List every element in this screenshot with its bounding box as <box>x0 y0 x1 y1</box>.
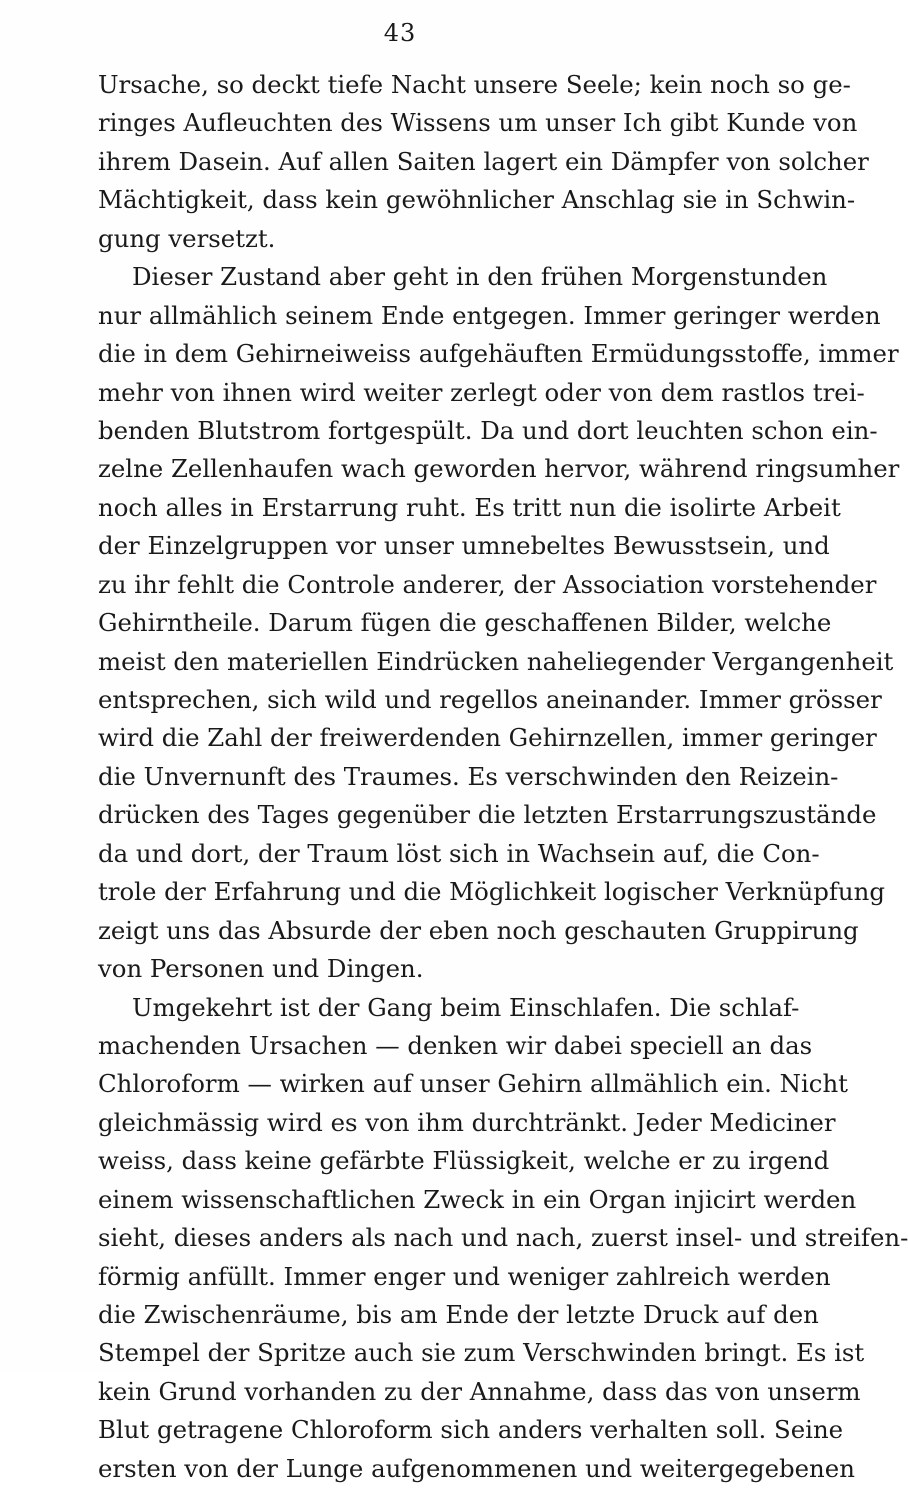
text-line: ihrem Dasein. Auf allen Saiten lagert ein Dämpfer von solcher <box>98 146 869 176</box>
text-line: ersten von der Lunge aufgenommenen und weitergegebenen <box>98 1453 855 1483</box>
text-line: meist den materiellen Eindrücken naheliegender Vergangenheit <box>98 646 894 676</box>
text-line: nur allmählich seinem Ende entgegen. Immer geringer werden <box>98 300 881 330</box>
text-line: drücken des Tages gegenüber die letzten Erstarrungszustände <box>98 800 877 830</box>
text-line: die Unvernunft des Traumes. Es verschwinden den Reizein- <box>98 761 839 791</box>
text-line: förmig anfüllt. Immer enger und weniger zahlreich werden <box>98 1261 831 1291</box>
text-line: noch alles in Erstarrung ruht. Es tritt nun die isolirte Arbeit <box>98 492 841 522</box>
text-line: trole der Erfahrung und die Möglichkeit logischer Verknüpfung <box>98 877 885 907</box>
text-line: zelne Zellenhaufen wach geworden hervor, während ringsumher <box>98 454 900 484</box>
text-line: der Einzelgruppen vor unser umnebeltes Bewusstsein, und <box>98 531 830 561</box>
text-line: Blut getragene Chloroform sich anders verhalten soll. Seine <box>98 1415 844 1445</box>
body-text <box>98 66 908 1488</box>
text-line: benden Blutstrom fortgespült. Da und dort leuchten schon ein- <box>98 415 878 445</box>
text-line: da und dort, der Traum löst sich in Wachsein auf, die Con- <box>98 838 820 868</box>
text-line: sieht, dieses anders als nach und nach, zuerst insel- und streifen- <box>98 1223 908 1253</box>
text-line: einem wissenschaftlichen Zweck in ein Organ injicirt werden <box>98 1184 857 1214</box>
text-line: machenden Ursachen — denken wir dabei speciell an das <box>98 1030 813 1060</box>
text-line: zu ihr fehlt die Controle anderer, der Association vorstehender <box>98 569 877 599</box>
text-line: Mächtigkeit, dass kein gewöhnlicher Anschlag sie in Schwin- <box>98 185 856 215</box>
text-line: Gehirntheile. Darum fügen die geschaffenen Bilder, welche <box>98 608 832 638</box>
text-line: ringes Aufleuchten des Wissens um unser Ich gibt Kunde von <box>98 108 858 138</box>
text-line: Umgekehrt ist der Gang beim Einschlafen. Die schlaf- <box>132 992 800 1022</box>
text-line: die Zwischenräume, bis am Ende der letzte Druck auf den <box>98 1300 819 1329</box>
text-line: gung versetzt. <box>98 223 276 253</box>
text-line: entsprechen, sich wild und regellos aneinander. Immer grösser <box>98 685 882 714</box>
text-line: Ursache, so deckt tiefe Nacht unsere Seele; kein noch so ge- <box>98 70 851 99</box>
text-line: mehr von ihnen wird weiter zerlegt oder von dem rastlos trei- <box>98 377 865 407</box>
text-line: Stempel der Spritze auch sie zum Verschwinden bringt. Es ist <box>98 1338 865 1368</box>
text-line: kein Grund vorhanden zu der Annahme, dass das von unserm <box>98 1376 861 1406</box>
text-line: wird die Zahl der freiwerdenden Gehirnzellen, immer geringer <box>98 723 877 753</box>
text-line: Chloroform — wirken auf unser Gehirn allmählich ein. Nicht <box>98 1069 848 1099</box>
text-line: Dieser Zustand aber geht in den frühen Morgenstunden <box>132 262 828 292</box>
text-line: gleichmässig wird es von ihm durchtränkt. Jeder Mediciner <box>98 1107 836 1137</box>
text-line: weiss, dass keine gefärbte Flüssigkeit, welche er zu irgend <box>98 1146 830 1176</box>
page-number: 43 <box>383 19 417 47</box>
text-line: die in dem Gehirneiweiss aufgehäuften Ermüdungsstoffe, immer <box>98 339 899 369</box>
text-line: von Personen und Dingen. <box>98 954 424 984</box>
text-line: zeigt uns das Absurde der eben noch geschauten Gruppirung <box>98 915 859 945</box>
